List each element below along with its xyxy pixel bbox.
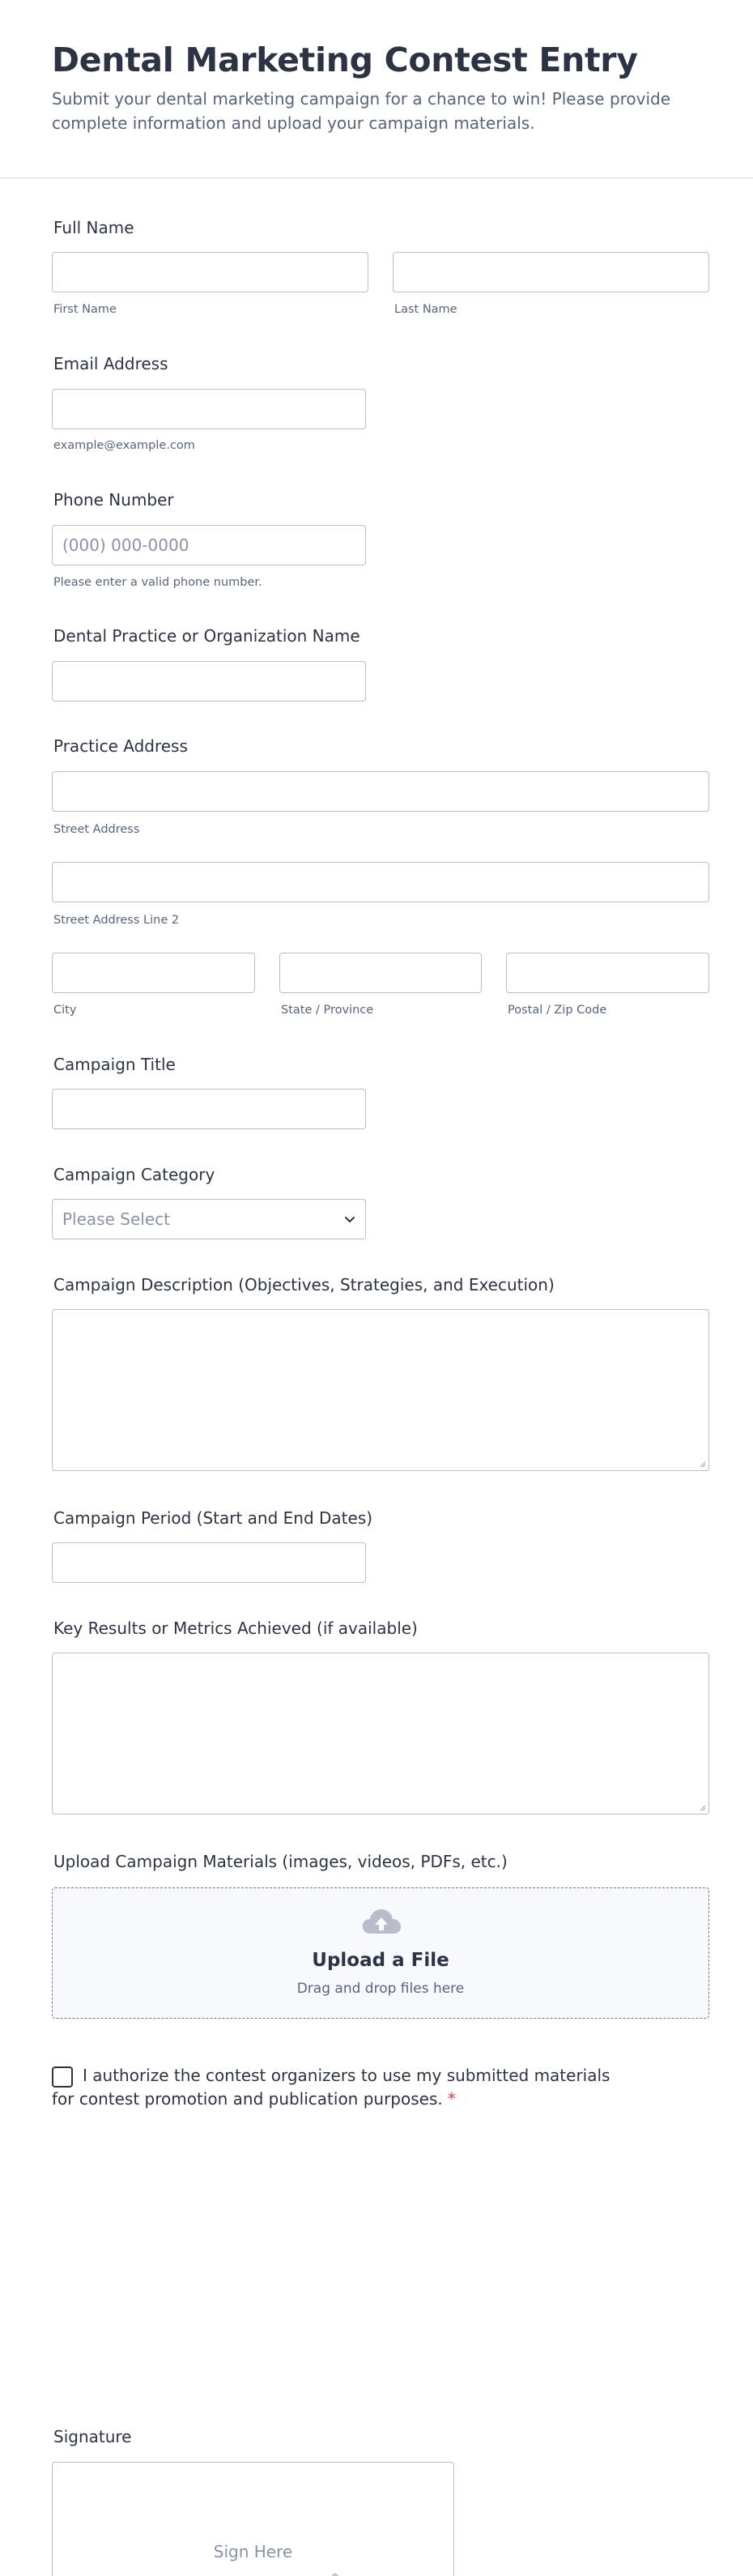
last-name-input[interactable]: [393, 252, 709, 292]
state-sublabel: State / Province: [281, 1004, 374, 1017]
key-results-textarea[interactable]: [52, 1653, 709, 1815]
form-header: [0, 0, 753, 178]
email-sublabel: example@example.com: [53, 439, 195, 452]
resize-grip-icon[interactable]: [698, 1460, 706, 1468]
email-label: Email Address: [53, 354, 168, 373]
state-input[interactable]: [279, 953, 482, 993]
file-upload-dropzone[interactable]: [52, 1887, 709, 2019]
practice-name-input[interactable]: [52, 661, 366, 702]
campaign-category-value: Please Select: [62, 1209, 170, 1229]
phone-sublabel: Please enter a valid phone number.: [53, 576, 262, 589]
campaign-period-label: Campaign Period (Start and End Dates): [53, 1508, 373, 1528]
campaign-period-input[interactable]: [52, 1542, 366, 1583]
consent-text: [52, 2064, 635, 2111]
campaign-description-label: Campaign Description (Objectives, Strategies, and Execution): [53, 1275, 555, 1294]
signature-pad[interactable]: [52, 2462, 454, 2576]
full-name-label: Full Name: [53, 218, 134, 237]
first-name-sublabel: First Name: [53, 303, 117, 316]
phone-placeholder: (000) 000-0000: [62, 535, 189, 555]
first-name-input[interactable]: [52, 252, 368, 292]
zip-input[interactable]: [506, 953, 709, 993]
practice-name-label: Dental Practice or Organization Name: [53, 626, 360, 646]
phone-input[interactable]: [52, 525, 366, 565]
chevron-down-icon: [344, 1213, 355, 1225]
resize-grip-icon[interactable]: [698, 1803, 706, 1811]
street-address-line2-sublabel: Street Address Line 2: [53, 914, 180, 927]
cloud-upload-icon: [360, 1906, 402, 1938]
campaign-title-input[interactable]: [52, 1089, 366, 1129]
city-sublabel: City: [53, 1004, 77, 1017]
campaign-category-select[interactable]: [52, 1199, 366, 1239]
signature-illustration-icon: [166, 2535, 376, 2576]
zip-sublabel: Postal / Zip Code: [508, 1004, 607, 1017]
form-title: Dental Marketing Contest Entry: [52, 41, 638, 79]
street-address-sublabel: Street Address: [53, 823, 140, 836]
form-subtitle: Submit your dental marketing campaign for a chance to win! Please provide complete information and upload your campaign materials.: [52, 89, 671, 133]
last-name-sublabel: Last Name: [394, 303, 457, 316]
key-results-label: Key Results or Metrics Achieved (if available): [53, 1619, 418, 1638]
street-address-input[interactable]: [52, 771, 709, 812]
address-label: Practice Address: [53, 736, 188, 756]
signature-placeholder: Sign Here: [213, 2542, 293, 2561]
signature-label: Signature: [53, 2427, 132, 2446]
email-input[interactable]: [52, 389, 366, 429]
upload-title: Upload a File: [312, 1950, 449, 1971]
campaign-category-label: Campaign Category: [53, 1165, 215, 1184]
upload-subtitle: Drag and drop files here: [296, 1981, 465, 1997]
street-address-line2-input[interactable]: [52, 862, 709, 902]
consent-label: I authorize the contest organizers to use my submitted materials for contest promotion and publication purposes.: [52, 2066, 610, 2109]
city-input[interactable]: [52, 953, 255, 993]
upload-label: Upload Campaign Materials (images, videos, PDFs, etc.): [53, 1852, 508, 1871]
required-mark: *: [447, 2089, 456, 2109]
campaign-title-label: Campaign Title: [53, 1055, 176, 1074]
phone-label: Phone Number: [53, 490, 174, 510]
campaign-description-textarea[interactable]: [52, 1309, 709, 1471]
